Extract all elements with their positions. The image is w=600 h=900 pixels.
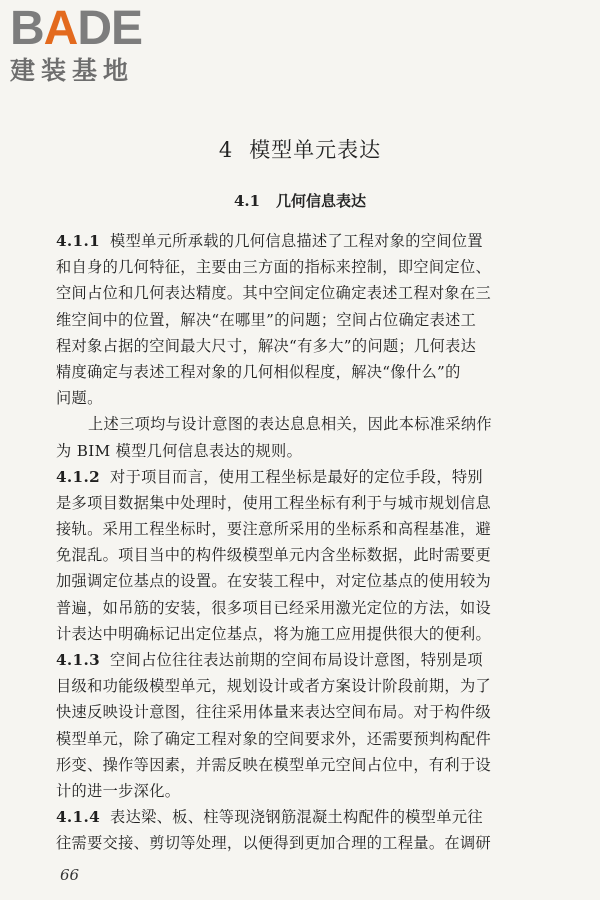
text-line bbox=[56, 752, 576, 778]
line-text: 程对象占据的空间最大尺寸，解决“有多大”的问题；几何表达 bbox=[56, 336, 477, 355]
line-text: 模型单元所承载的几何信息描述了工程对象的空间位置 bbox=[110, 232, 483, 250]
section-title-text: 几何信息表达 bbox=[276, 192, 367, 210]
line-text: 维空间中的位置，解决“在哪里”的问题；空间占位确定表述工 bbox=[56, 310, 477, 329]
text-line bbox=[56, 778, 576, 804]
line-text: 上述三项均与设计意图的表达息息相关，因此本标准采纳作 bbox=[88, 415, 492, 434]
line-text: 免混乱。项目当中的构件级模型单元内含坐标数据，此时需要更 bbox=[56, 546, 492, 565]
clause-number: 4.1.2 bbox=[56, 467, 101, 486]
logo-wordmark bbox=[10, 4, 180, 54]
body-text bbox=[56, 228, 576, 857]
line-text: 和自身的几何特征，主要由三方面的指标来控制，即空间定位、 bbox=[56, 258, 492, 277]
section-title bbox=[0, 190, 600, 211]
text-line bbox=[56, 254, 576, 280]
clause-number: 4.1.4 bbox=[56, 808, 101, 827]
line-text: 快速反映设计意图，往往采用体量来表达空间布局。对于构件级 bbox=[56, 703, 492, 722]
page-number: 66 bbox=[60, 866, 80, 884]
logo-subtitle: 建装基地 bbox=[10, 56, 135, 85]
line-text: 是多项目数据集中处理时，使用工程坐标有利于与城市规划信息 bbox=[56, 493, 492, 512]
chapter-title bbox=[0, 134, 600, 164]
clause-line bbox=[56, 464, 576, 490]
text-line bbox=[56, 568, 576, 594]
text-line bbox=[56, 411, 576, 437]
logo bbox=[10, 4, 180, 86]
text-line bbox=[56, 830, 576, 856]
line-text: 精度确定与表述工程对象的几何相似程度，解决“像什么”的 bbox=[56, 362, 461, 381]
clause-line bbox=[56, 804, 576, 830]
text-line bbox=[56, 516, 576, 542]
line-text: 目级和功能级模型单元，规划设计或者方案设计阶段前期，为了 bbox=[56, 677, 492, 696]
text-line bbox=[56, 673, 576, 699]
line-text: 表达梁、板、柱等现浇钢筋混凝土构配件的模型单元往 bbox=[110, 808, 483, 827]
line-text: 往需要交接、剪切等处理，以便得到更加合理的工程量。在调研 bbox=[56, 834, 492, 853]
logo-letter: B bbox=[10, 2, 44, 55]
line-text: 接轨。采用工程坐标时，要注意所采用的坐标系和高程基准，避 bbox=[56, 520, 492, 539]
text-line bbox=[56, 490, 576, 516]
chapter-title-text: 模型单元表达 bbox=[249, 138, 382, 162]
clause-number: 4.1.1 bbox=[56, 232, 101, 250]
clause-line bbox=[56, 647, 576, 673]
text-line bbox=[56, 595, 576, 621]
text-line bbox=[56, 333, 576, 359]
text-line bbox=[56, 307, 576, 333]
line-text: 计表达中明确标记出定位基点，将为施工应用提供很大的便利。 bbox=[56, 624, 492, 643]
text-line bbox=[56, 699, 576, 725]
logo-letter: E bbox=[111, 2, 143, 55]
text-line bbox=[56, 438, 576, 464]
clause-line bbox=[56, 228, 576, 254]
line-text: 对于项目而言，使用工程坐标是最好的定位手段，特别 bbox=[110, 467, 483, 486]
line-text: 空间占位往往表达前期的空间布局设计意图，特别是项 bbox=[110, 651, 483, 669]
line-text: 加强调定位基点的设置。在安装工程中，对定位基点的使用较为 bbox=[56, 572, 492, 591]
text-line bbox=[56, 359, 576, 385]
text-line bbox=[56, 621, 576, 647]
text-line bbox=[56, 280, 576, 306]
line-text: 形变、操作等因素，并需反映在模型单元空间占位中，有利于设 bbox=[56, 755, 492, 774]
text-line bbox=[56, 726, 576, 752]
logo-letter-accent: A bbox=[43, 2, 78, 55]
text-line bbox=[56, 542, 576, 568]
logo-letter: D bbox=[77, 2, 112, 55]
line-text: 空间占位和几何表达精度。其中空间定位确定表述工程对象在三 bbox=[56, 284, 492, 303]
section-number: 4.1 bbox=[233, 192, 261, 210]
line-text: 为 BIM 模型几何信息表达的规则。 bbox=[56, 441, 303, 460]
text-line bbox=[56, 385, 576, 411]
clause-number: 4.1.3 bbox=[56, 651, 101, 669]
line-text: 普遍，如吊筋的安装，很多项目已经采用激光定位的方法，如设 bbox=[56, 598, 492, 617]
line-text: 计的进一步深化。 bbox=[56, 781, 181, 800]
line-text: 问题。 bbox=[56, 389, 103, 408]
line-text: 模型单元，除了确定工程对象的空间要求外，还需要预判构配件 bbox=[56, 729, 492, 748]
chapter-number: 4 bbox=[218, 138, 234, 162]
